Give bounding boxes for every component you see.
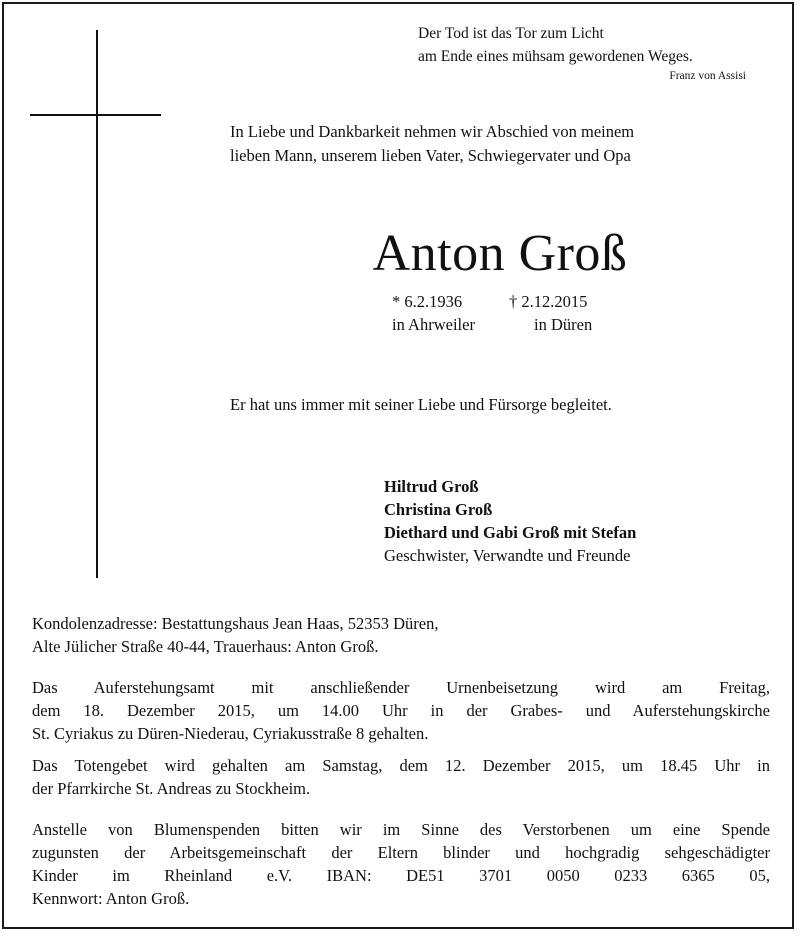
death-place: in Düren — [534, 315, 593, 334]
mourner-name: Christina Groß — [384, 500, 493, 519]
motto-author: Franz von Assisi — [669, 70, 746, 82]
death-date: † 2.12.2015 — [509, 292, 588, 311]
death-info — [509, 290, 592, 336]
service-line: Das Auferstehungsamt mit anschließender Urnenbeisetzung wird am Freitag, — [32, 678, 770, 697]
quote: Er hat uns immer mit seiner Liebe und Fürsorge begleitet. — [230, 395, 612, 414]
donation-line: zugunsten der Arbeitsgemeinschaft der Eltern blinder und hochgradig sehgeschädigter — [32, 843, 770, 862]
prayer-line: der Pfarrkirche St. Andreas zu Stockheim. — [32, 779, 311, 798]
cross-icon-bar — [30, 114, 161, 116]
birth-info — [392, 290, 475, 336]
mourner-name: Hiltrud Groß — [384, 477, 479, 496]
motto-line: Der Tod ist das Tor zum Licht — [418, 25, 604, 42]
birth-date: * 6.2.1936 — [392, 292, 463, 311]
motto — [418, 22, 693, 68]
intro-line: In Liebe und Dankbarkeit nehmen wir Abschied von meinem — [230, 122, 635, 141]
motto-line: am Ende eines mühsam gewordenen Weges. — [418, 48, 693, 65]
mourner-others: Geschwister, Verwandte und Freunde — [384, 546, 631, 565]
birth-place: in Ahrweiler — [392, 315, 475, 334]
intro-line: lieben Mann, unserem lieben Vater, Schwiegervater und Opa — [230, 146, 631, 165]
mourners — [384, 475, 636, 567]
service-info — [32, 676, 770, 745]
prayer-line: Das Totengebet wird gehalten am Samstag, dem 12. Dezember 2015, um 18.45 Uhr in — [32, 756, 770, 775]
prayer-info — [32, 754, 770, 800]
condolence-line: Alte Jülicher Straße 40-44, Trauerhaus: Anton Groß. — [32, 637, 379, 656]
deceased-name: Anton Groß — [372, 225, 628, 282]
donation-line: Kinder im Rheinland e.V. IBAN: DE51 3701 0050 0233 6365 05, — [32, 866, 770, 885]
intro-text — [230, 120, 634, 168]
mourner-name: Diethard und Gabi Groß mit Stefan — [384, 523, 637, 542]
donation-info — [32, 818, 770, 910]
service-line: St. Cyriakus zu Düren-Niederau, Cyriakusstraße 8 gehalten. — [32, 724, 429, 743]
donation-line: Kennwort: Anton Groß. — [32, 889, 190, 908]
donation-line: Anstelle von Blumenspenden bitten wir im Sinne des Verstorbenen um eine Spende — [32, 820, 770, 839]
condolence-address — [32, 612, 770, 658]
condolence-line: Kondolenzadresse: Bestattungshaus Jean Haas, 52353 Düren, — [32, 614, 439, 633]
cross-icon — [96, 30, 98, 578]
service-line: dem 18. Dezember 2015, um 14.00 Uhr in der Grabes- und Auferstehungskirche — [32, 701, 770, 720]
